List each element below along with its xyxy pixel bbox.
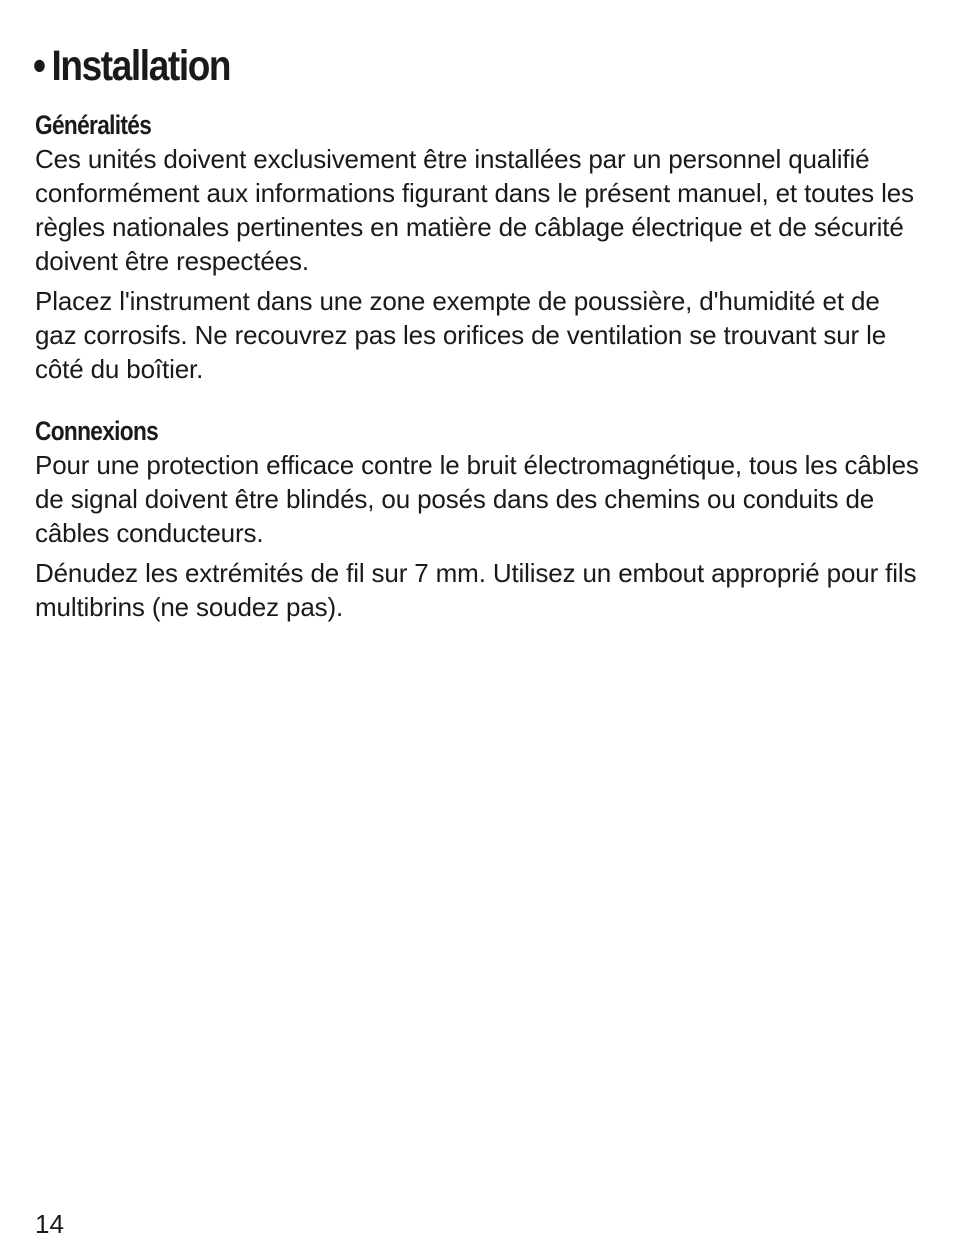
section-generalites [35, 108, 925, 386]
document-page [35, 40, 925, 630]
page-number: 14 [35, 1209, 64, 1239]
paragraph: Placez l'instrument dans une zone exempte de poussière, d'humidité et de gaz corrosifs. Ne recouvrez pas les orifices de ventilation se trouvant sur le côté du boîtier. [35, 286, 887, 384]
section-heading: Connexions [35, 416, 159, 446]
paragraph: Pour une protection efficace contre le bruit électromagnétique, tous les câbles de signal doivent être blindés, ou posés dans des chemins ou conduits de câbles conducteurs. [35, 450, 919, 548]
paragraph: Ces unités doivent exclusivement être installées par un personnel qualifié conformément aux informations figurant dans le présent manuel, et toutes les règles nationales pertinentes en matière de câblage électrique et de sécurité doivent être respectées. [35, 144, 914, 276]
section-heading: Généralités [35, 110, 152, 140]
paragraph: Dénudez les extrémités de fil sur 7 mm. Utilisez un embout approprié pour fils multibrins (ne soudez pas). [35, 558, 917, 622]
page-title [33, 40, 800, 92]
title-bullet: • [33, 42, 45, 90]
title-text: Installation [51, 42, 231, 90]
section-connexions [35, 414, 925, 624]
